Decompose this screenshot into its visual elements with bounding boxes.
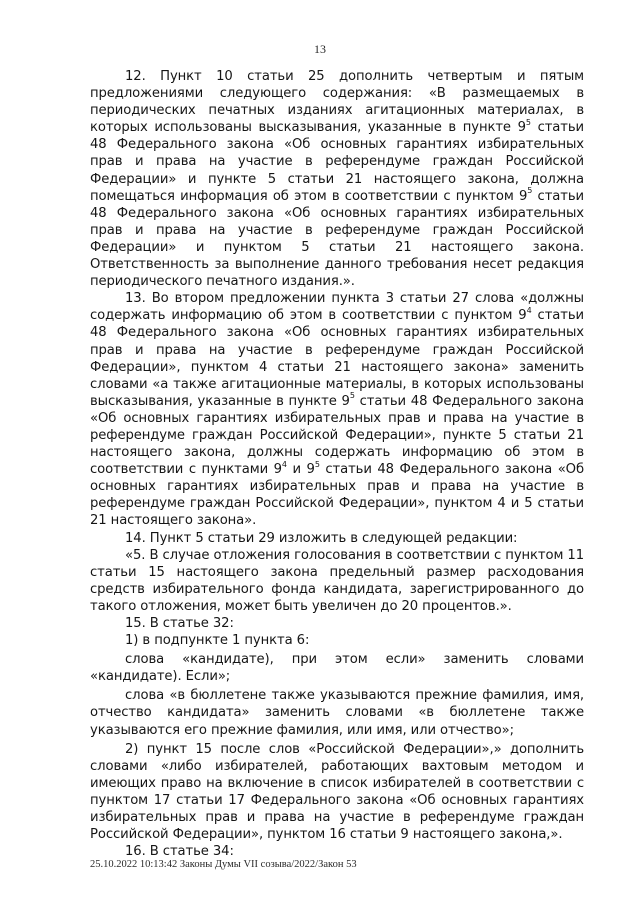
page-number: 13	[314, 42, 326, 56]
paragraph-p16	[90, 843, 584, 860]
superscript-index: 5	[527, 186, 533, 196]
paragraph-text: 16. В статье 34:	[125, 844, 234, 860]
paragraph-p15-2	[90, 741, 584, 844]
paragraph-text: 14. Пункт 5 статьи 29 изложить в следующей редакции:	[125, 530, 518, 546]
paragraph-text: слова «кандидате), при этом если» заменить словами «кандидате). Если»;	[90, 652, 584, 685]
paragraph-text: статьи 48 Федерального закона «Об основных гарантиях избирательных прав и права на участие в референдуме граждан Российской Федерации», пункте 5 статьи 21 настоящего закона, должны содержать информацию об этом в соответствии с пунктами 9	[90, 393, 584, 478]
paragraph-text: статьи 48 Федерального закона «Об основных гарантиях избирательных прав и права на участие в референдуме граждан Российской Федерации» и пункте 5 статьи 21 настоящего закона, должна помещаться информация об этом в соответствии с пунктом 9	[90, 120, 585, 204]
document-body	[90, 68, 584, 860]
paragraph-p12	[90, 68, 584, 290]
superscript-index: 5	[349, 391, 355, 401]
paragraph-text: 13. Во втором предложении пункта 3 статьи 27 слова «должны содержать информацию об этом в соответствии с пунктом 9	[90, 291, 584, 324]
superscript-index: 4	[281, 459, 287, 469]
superscript-index: 4	[526, 305, 532, 315]
paragraph-text: статьи 48 Федерального закона «Об основных гарантиях избирательных прав и права на участие в референдуме граждан Российской Федерации» и пунктом 5 статьи 21 настоящего закона. Ответственность за выполнение данного требования несет редакция периодического печатного издания.».	[90, 188, 584, 290]
paragraph-text: статьи 48 Федерального закона «Об основных гарантиях избирательных прав и права на участие в референдуме граждан Российской Федерации», пунктом 4 статьи 21 настоящего закона» заменить словами «а также агитационные материалы, в которых использованы высказывания, указанные в пункте 9	[90, 308, 584, 409]
paragraph-text: и 9	[286, 462, 315, 478]
paragraph-p14	[90, 530, 584, 547]
paragraph-p13	[90, 290, 584, 529]
paragraph-p15	[90, 615, 584, 632]
superscript-index: 5	[525, 117, 531, 127]
paragraph-p14-text	[90, 547, 584, 615]
paragraph-text: 12. Пункт 10 статьи 25 дополнить четвертым и пятым предложениями следующего содержания: «В размещаемых в периодических печатных изданиях агитационных материалах, в которых использованы высказывания, указанные в пункте 9	[90, 69, 584, 136]
paragraph-p15-1a	[90, 651, 584, 685]
paragraph-p15-1b	[90, 687, 584, 738]
paragraph-text: слова «в бюллетене также указываются прежние фамилия, имя, отчество кандидата» заменить словами «в бюллетене также указываются его прежние фамилия, или имя, или отчество»;	[90, 688, 584, 738]
paragraph-text: 2) пункт 15 после слов «Российской Федерации»,» дополнить словами «либо избирателей, работающих вахтовым методом и имеющих право на включение в список избирателей в соответствии с пунктом 17 статьи 17 Федерального закона «Об основных гарантиях избирательных прав и права на участие в референдуме граждан Российской Федерации», пунктом 16 статьи 9 настоящего закона,».	[90, 741, 584, 843]
paragraph-p15-1	[90, 632, 584, 649]
paragraph-text: 15. В статье 32:	[125, 616, 234, 631]
paragraph-text: статьи 48 Федерального закона «Об основных гарантиях избирательных прав и права на участие в референдуме граждан Российской Федерации», пунктом 4 и 5 статьи 21 настоящего закона».	[90, 462, 584, 529]
document-footer: 25.10.2022 10:13:42 Законы Думы VII созыва/2022/Закон 53	[90, 859, 357, 870]
superscript-index: 5	[314, 459, 320, 469]
paragraph-text: 1) в подпункте 1 пункта 6:	[125, 633, 310, 649]
paragraph-text: «5. В случае отложения голосования в соответствии с пунктом 11 статьи 15 настоящего закона предельный размер расходования средств избирательного фонда кандидата, зарегистрированного до такого отложения, может быть увеличен до 20 процентов.».	[90, 547, 584, 614]
